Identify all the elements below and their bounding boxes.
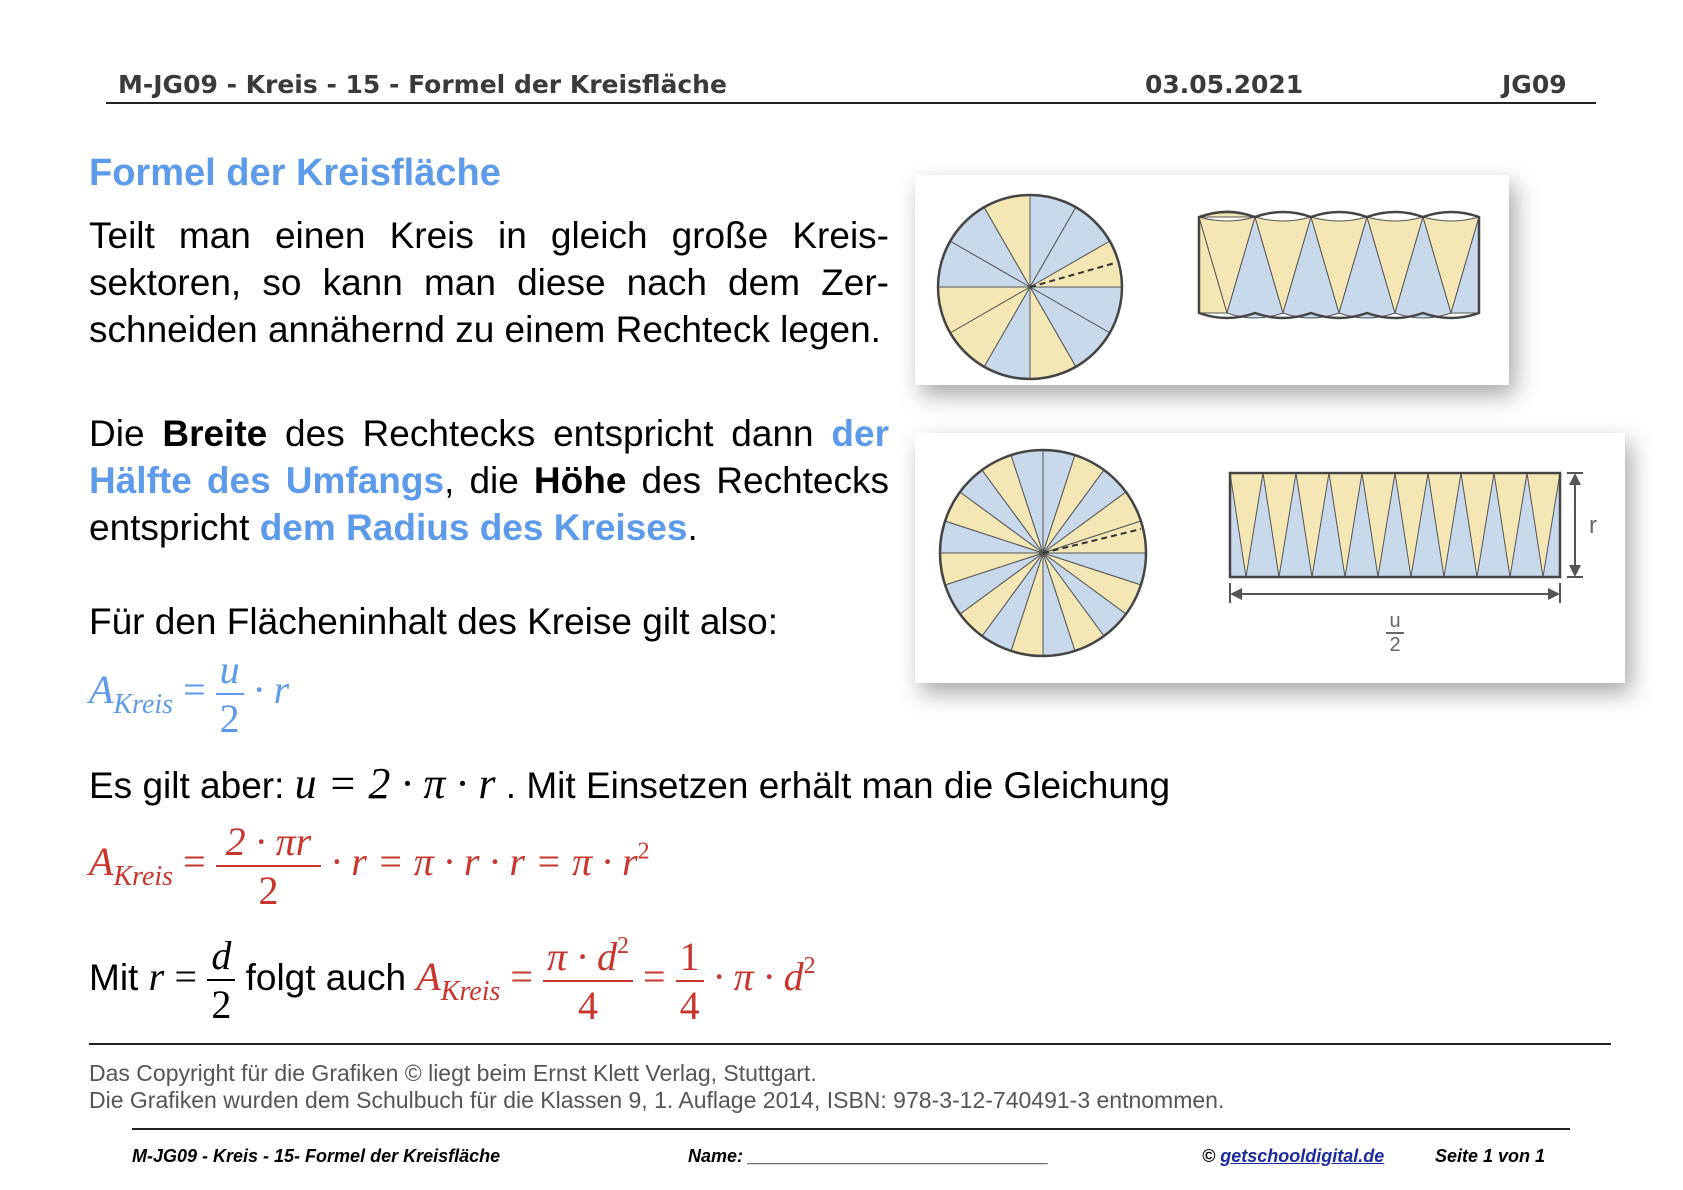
f3-eq2: = xyxy=(510,953,533,999)
f2-sup: 2 xyxy=(637,838,650,865)
p2-text-2: des Rechtecks entspricht dann xyxy=(267,413,832,454)
f3-num-pi xyxy=(543,933,633,980)
f3-lhs: A xyxy=(416,953,441,999)
page-title: Formel der Kreisfläche xyxy=(89,152,501,194)
f3-frac-quarter xyxy=(676,933,704,1029)
footer-page-number: Seite 1 von 1 xyxy=(1435,1146,1546,1166)
formula-area-u xyxy=(89,646,289,742)
f2-eq: = xyxy=(183,839,206,885)
f2-num: 2 · πr xyxy=(225,819,312,864)
footer-rule xyxy=(132,1128,1570,1130)
footer-name-field: Name: ______________________________ xyxy=(688,1146,1049,1166)
p2-text-1: Die xyxy=(89,413,163,454)
label-2: 2 xyxy=(1389,634,1401,656)
p2-radius: dem Radius des Kreises xyxy=(259,507,688,548)
f3-sub: Kreis xyxy=(440,975,501,1007)
footer-doc-title: M-JG09 - Kreis - 15- Formel der Kreisfläche xyxy=(132,1146,501,1166)
header-rule xyxy=(106,102,1596,104)
f2-sub: Kreis xyxy=(113,860,174,892)
f3-num-1: 1 xyxy=(679,933,700,979)
f1-tail: · r xyxy=(253,667,290,713)
rect-20-sectors xyxy=(1230,473,1560,577)
f1-eq: = xyxy=(183,667,206,713)
f1-lhs: A xyxy=(89,667,114,713)
f3-num-pi-sup: 2 xyxy=(617,932,630,959)
f1-sub: Kreis xyxy=(113,688,174,720)
f2-den: 2 xyxy=(216,865,322,914)
f1-num: u xyxy=(219,647,240,692)
figure-twenty-sectors-svg xyxy=(915,433,1625,683)
figure-twelve-sectors xyxy=(915,175,1509,385)
f3-sup: 2 xyxy=(803,952,816,979)
f3-mit: Mit xyxy=(89,956,149,998)
width-dimension xyxy=(1230,583,1560,603)
rectangle-explanation xyxy=(89,410,889,551)
es-gilt-suffix: . Mit Einsetzen erhält man die Gleichung xyxy=(495,765,1171,806)
f1-den: 2 xyxy=(216,693,244,742)
formula-area-d xyxy=(89,932,816,1029)
intro-paragraph: Teilt man einen Kreis in gleich große Kreis-sektoren, so kann man diese nach dem Zer-schneiden annähernd zu einem Rechteck legen. xyxy=(89,215,889,350)
f3-eq1: = xyxy=(174,953,198,999)
p2-text-3: , die xyxy=(444,460,534,501)
label-u: u xyxy=(1389,610,1401,632)
header-code: JG09 xyxy=(1502,70,1567,99)
height-dimension xyxy=(1567,473,1583,577)
f3-red-part xyxy=(416,932,816,1028)
f3-num-d: d xyxy=(211,933,232,978)
f3-eq3: = xyxy=(643,953,666,999)
f3-den-4: 4 xyxy=(543,980,633,1029)
es-gilt-math: u = 2 · π · r xyxy=(294,759,496,808)
footer-copy-symbol: © xyxy=(1202,1146,1221,1166)
figure-twenty-sectors xyxy=(915,433,1625,683)
f3-tail: · π · d xyxy=(713,953,804,999)
f3-den-4b: 4 xyxy=(676,980,704,1029)
figure-twelve-sectors-svg xyxy=(915,175,1509,385)
label-r: r xyxy=(1589,512,1597,539)
substitution-line xyxy=(89,758,1170,809)
f3-den-2: 2 xyxy=(207,979,235,1028)
p2-breite: Breite xyxy=(162,413,268,454)
area-intro: Für den Flächeninhalt des Kreise gilt also: xyxy=(89,601,778,642)
content-separator xyxy=(89,1043,1611,1045)
footer-link[interactable]: getschooldigital.de xyxy=(1220,1146,1385,1166)
f1-fraction xyxy=(216,646,244,742)
formula-area-pi-r2 xyxy=(89,818,650,914)
header-title: M-JG09 - Kreis - 15 - Formel der Kreisfläche xyxy=(118,70,727,99)
header-date: 03.05.2021 xyxy=(1145,70,1304,99)
f3-frac-d xyxy=(207,932,235,1028)
es-gilt-prefix: Es gilt aber: xyxy=(89,765,295,806)
footer-copyright xyxy=(1202,1146,1384,1167)
f3-num-pi-text: π · d xyxy=(546,933,618,979)
p2-haelfte: der Hälfte des Umfangs xyxy=(89,413,889,501)
f2-tail: · r = π · r · r = π · r xyxy=(331,839,638,885)
credit-line-2: Die Grafiken wurden dem Schulbuch für die Klassen 9, 1. Auflage 2014, ISBN: 978-3-12-740491-3 entnommen. xyxy=(89,1087,1225,1113)
p2-hoehe: Höhe xyxy=(533,460,627,501)
p2-text-5: . xyxy=(687,507,698,548)
p2-text-4: des Rechtecks entspricht xyxy=(89,460,890,548)
credit-line-1: Das Copyright für die Grafiken © liegt beim Ernst Klett Verlag, Stuttgart. xyxy=(89,1060,817,1086)
f3-folgt: folgt auch xyxy=(245,956,417,998)
f2-fraction xyxy=(216,818,322,914)
f3-r: r xyxy=(148,953,165,999)
f2-lhs: A xyxy=(89,839,114,885)
rect-12-sectors xyxy=(1199,211,1479,318)
f3-frac-pi xyxy=(543,933,633,1029)
